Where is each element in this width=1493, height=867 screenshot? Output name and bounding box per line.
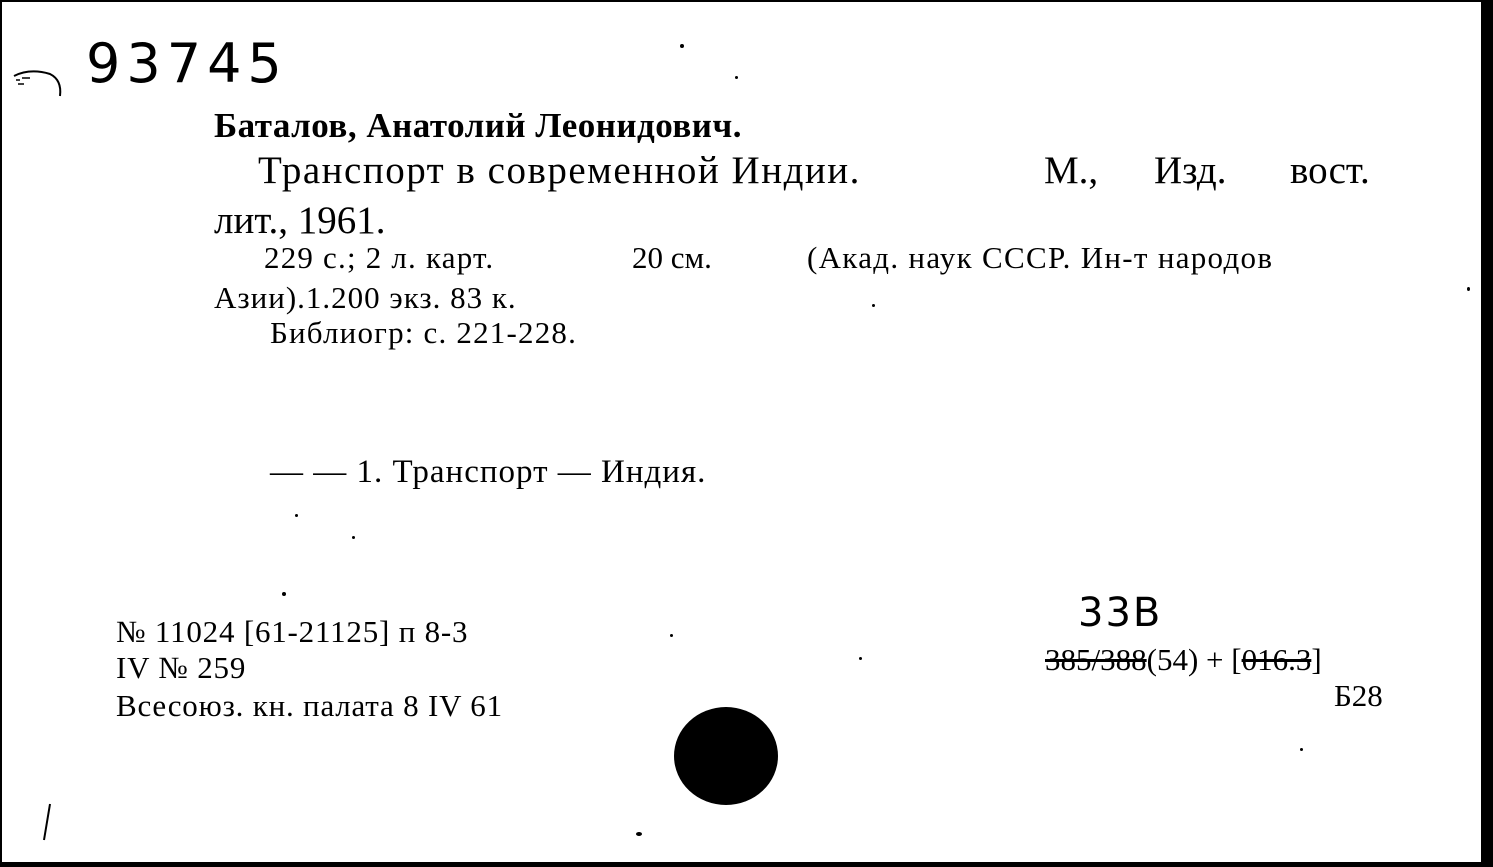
classification-line: [1045, 642, 1322, 678]
catalog-card: [2, 2, 1491, 862]
bibliography-note: Библиогр: с. 221-228.: [270, 315, 578, 350]
subject-heading: — — 1. Транспорт — Индия.: [270, 454, 707, 490]
pen-stroke: [36, 802, 56, 842]
collation-pages: 229 с.; 2 л. карт.: [264, 240, 495, 275]
registration-number: № 11024 [61-21125] п 8-3: [116, 614, 469, 649]
book-title: Транспорт в современной Индии.: [258, 149, 861, 192]
class-end: ]: [1311, 642, 1322, 677]
publisher-year: лит., 1961.: [214, 199, 386, 242]
classification-code: Б28: [1334, 678, 1383, 713]
series-note-continued: Азии).1.200 экз. 83 к.: [214, 280, 517, 315]
speck: [295, 514, 298, 517]
shelf-mark: 33В: [1078, 590, 1163, 636]
inventory-number: 93745: [86, 32, 288, 95]
publication-place: М.,: [1044, 149, 1099, 192]
speck: [680, 44, 684, 48]
speck: [859, 657, 862, 660]
punch-hole: [674, 707, 778, 805]
class-struck-2: 016.3: [1241, 642, 1312, 677]
speck: [282, 592, 286, 596]
issue-number: IV № 259: [116, 650, 247, 685]
corner-stamp-mark: [10, 66, 66, 102]
class-mid: (54) + [: [1146, 642, 1242, 677]
speck: [872, 304, 875, 307]
author-heading: Баталов, Анатолий Леонидович.: [214, 106, 742, 145]
collation-size: 20 см.: [632, 240, 712, 275]
speck: [670, 634, 673, 637]
class-struck: 385/388: [1045, 642, 1147, 677]
series-note: (Акад. наук СССР. Ин-т народов: [807, 240, 1274, 275]
speck: [636, 832, 642, 836]
speck: [735, 76, 738, 79]
speck: [1300, 748, 1303, 751]
publisher-part-2: вост.: [1290, 149, 1370, 192]
speck: [352, 536, 355, 539]
speck: [1467, 287, 1470, 291]
publisher-part-1: Изд.: [1154, 149, 1227, 192]
chamber-imprint: Всесоюз. кн. палата 8 IV 61: [116, 688, 503, 723]
